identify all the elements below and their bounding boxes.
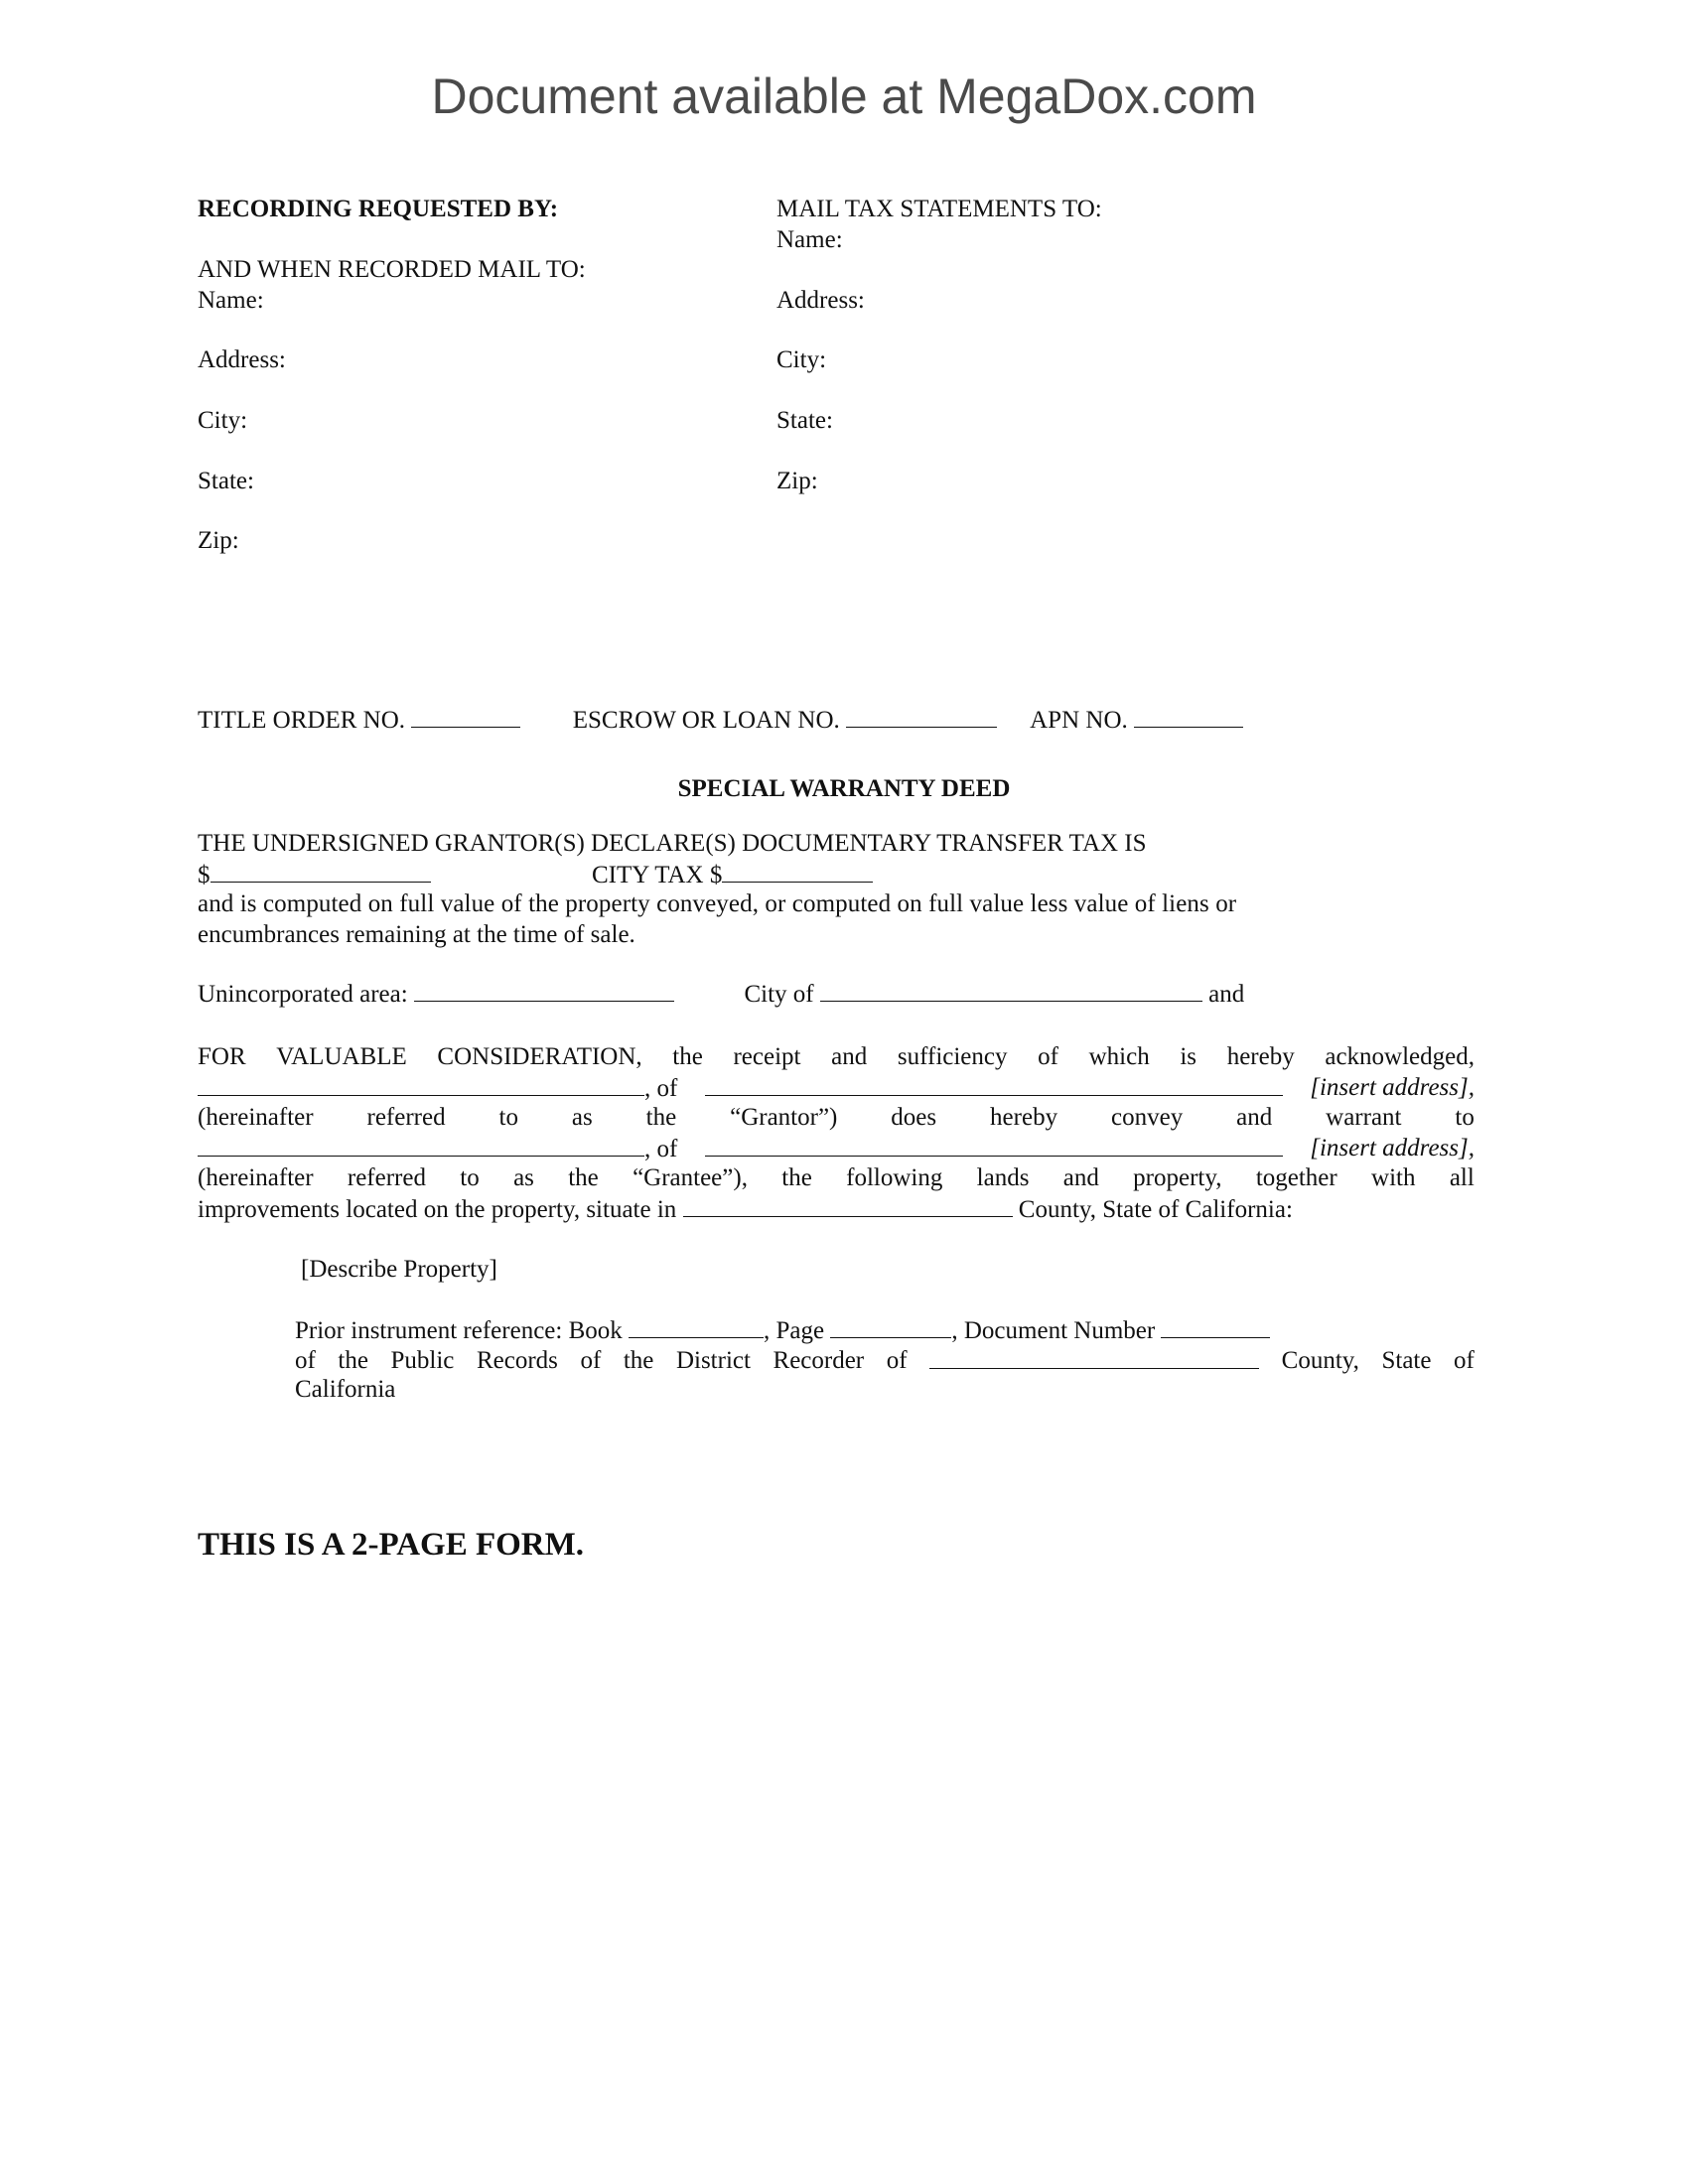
tax-amount-line [198,860,873,890]
city-of-label: City of [744,981,814,1008]
right-state-label: State: [776,407,833,434]
word: to [498,1104,518,1131]
word: together [1255,1164,1337,1191]
word: “Grantor”) [730,1104,838,1131]
grantor-address-blank[interactable] [705,1073,1283,1096]
word: of [580,1347,602,1374]
transfer-tax-blank[interactable] [211,860,431,883]
word: referred [347,1164,426,1191]
describe-property-placeholder: [Describe Property] [301,1256,497,1283]
document-title: SPECIAL WARRANTY DEED [677,775,1011,802]
grantee-address-blank[interactable] [705,1134,1283,1157]
unincorporated-area-blank[interactable] [414,979,674,1002]
recording-requested-by-label: RECORDING REQUESTED BY: [198,196,559,222]
left-name-label: Name: [198,287,264,314]
word: all [1449,1164,1475,1191]
word: acknowledged, [1325,1043,1475,1070]
page-blank[interactable] [830,1315,951,1338]
word: (hereinafter [198,1104,314,1131]
word: “Grantee”), [633,1164,748,1191]
word: of [295,1347,316,1374]
word: sufficiency [897,1043,1008,1070]
consideration-line-1 [198,1042,1475,1072]
insert-address-hint: [insert address], [1310,1074,1475,1101]
word: to [460,1164,480,1191]
word: receipt [733,1043,801,1070]
left-address-label: Address: [198,346,286,373]
prior-instrument-line [295,1315,1270,1346]
word: (hereinafter [198,1164,314,1191]
word: State [1381,1347,1432,1374]
right-address-label: Address: [776,287,865,314]
consideration-line-3 [198,1103,1475,1133]
left-city-label: City: [198,407,248,434]
apn-label: APN NO. [1030,707,1128,734]
consideration-line-6 [198,1194,1293,1225]
word: Records [476,1347,558,1374]
right-name-label: Name: [776,226,843,253]
reference-numbers-line [198,705,1243,736]
word: the [338,1347,368,1374]
word: and [1236,1104,1273,1131]
word: VALUABLE [276,1043,407,1070]
left-zip-label: Zip: [198,527,239,554]
consideration-line-5 [198,1163,1475,1193]
left-state-label: State: [198,468,254,494]
city-tax-label: CITY TAX $ [592,862,723,888]
city-tax-blank[interactable] [722,860,873,883]
when-recorded-mail-to-label: AND WHEN RECORDED MAIL TO: [198,256,586,283]
area-line [198,979,1244,1010]
word: convey [1111,1104,1184,1131]
word: the [781,1164,812,1191]
word: of [1038,1043,1058,1070]
grantor-name-blank[interactable] [198,1073,644,1096]
city-of-blank[interactable] [820,979,1202,1002]
recorder-county-blank[interactable] [929,1346,1259,1369]
word: County, [1281,1347,1359,1374]
title-order-label: TITLE ORDER NO. [198,707,405,734]
word: which [1088,1043,1150,1070]
word: lands [976,1164,1030,1191]
word: the [645,1104,677,1131]
transfer-tax-declaration: THE UNDERSIGNED GRANTOR(S) DECLARE(S) DOCUMENTARY TRANSFER TAX IS [198,830,1147,857]
of-label: , of [644,1136,678,1162]
book-blank[interactable] [629,1315,764,1338]
word: with [1371,1164,1416,1191]
right-city-label: City: [776,346,827,373]
apn-blank[interactable] [1134,705,1243,728]
word: Recorder [773,1347,865,1374]
right-zip-label: Zip: [776,468,818,494]
situate-in-text: improvements located on the property, situate in [198,1196,677,1223]
county-state-text: County, State of California: [1018,1196,1293,1223]
grantee-line [198,1134,1475,1164]
escrow-loan-blank[interactable] [846,705,997,728]
word: warrant [1326,1104,1402,1131]
word: property, [1133,1164,1222,1191]
book-label: Prior instrument reference: Book [295,1317,623,1344]
word: of [886,1347,908,1374]
word: does [891,1104,937,1131]
of-label: , of [644,1075,678,1102]
document-number-label: , Document Number [951,1317,1156,1344]
grantor-line [198,1073,1475,1104]
watermark-header: Document available at MegaDox.com [431,68,1257,124]
tax-computation-text: and is computed on full value of the property conveyed, or computed on full value less value of liens or [198,890,1237,917]
escrow-loan-label: ESCROW OR LOAN NO. [572,707,840,734]
mail-tax-statements-label: MAIL TAX STATEMENTS TO: [776,196,1102,222]
tax-computation-line-2: encumbrances remaining at the time of sale. [198,921,635,948]
word: referred [366,1104,446,1131]
word: District [675,1347,751,1374]
word: and [1062,1164,1099,1191]
and-label: and [1208,981,1245,1008]
word: FOR [198,1043,246,1070]
document-number-blank[interactable] [1161,1315,1270,1338]
prior-instrument-line-2 [295,1346,1475,1376]
word: the [623,1347,654,1374]
word: Public [390,1347,455,1374]
word: and [831,1043,868,1070]
insert-address-hint: [insert address], [1310,1135,1475,1161]
word: hereby [1226,1043,1295,1070]
word: following [846,1164,943,1191]
word: CONSIDERATION, [437,1043,642,1070]
dollar-sign: $ [198,862,211,888]
title-order-blank[interactable] [411,705,520,728]
word: as [513,1164,534,1191]
word: hereby [990,1104,1058,1131]
word: the [672,1043,703,1070]
word: of [1454,1347,1475,1374]
county-blank[interactable] [683,1194,1013,1217]
word: as [571,1104,593,1131]
word: is [1180,1043,1197,1070]
unincorporated-area-label: Unincorporated area: [198,981,408,1008]
two-page-form-note: THIS IS A 2-PAGE FORM. [198,1527,585,1563]
page-label: , Page [764,1317,825,1344]
tax-computation-line [198,889,1475,919]
word: to [1455,1104,1475,1131]
grantee-name-blank[interactable] [198,1134,644,1157]
word: the [568,1164,599,1191]
prior-instrument-line-3: California [295,1376,396,1403]
